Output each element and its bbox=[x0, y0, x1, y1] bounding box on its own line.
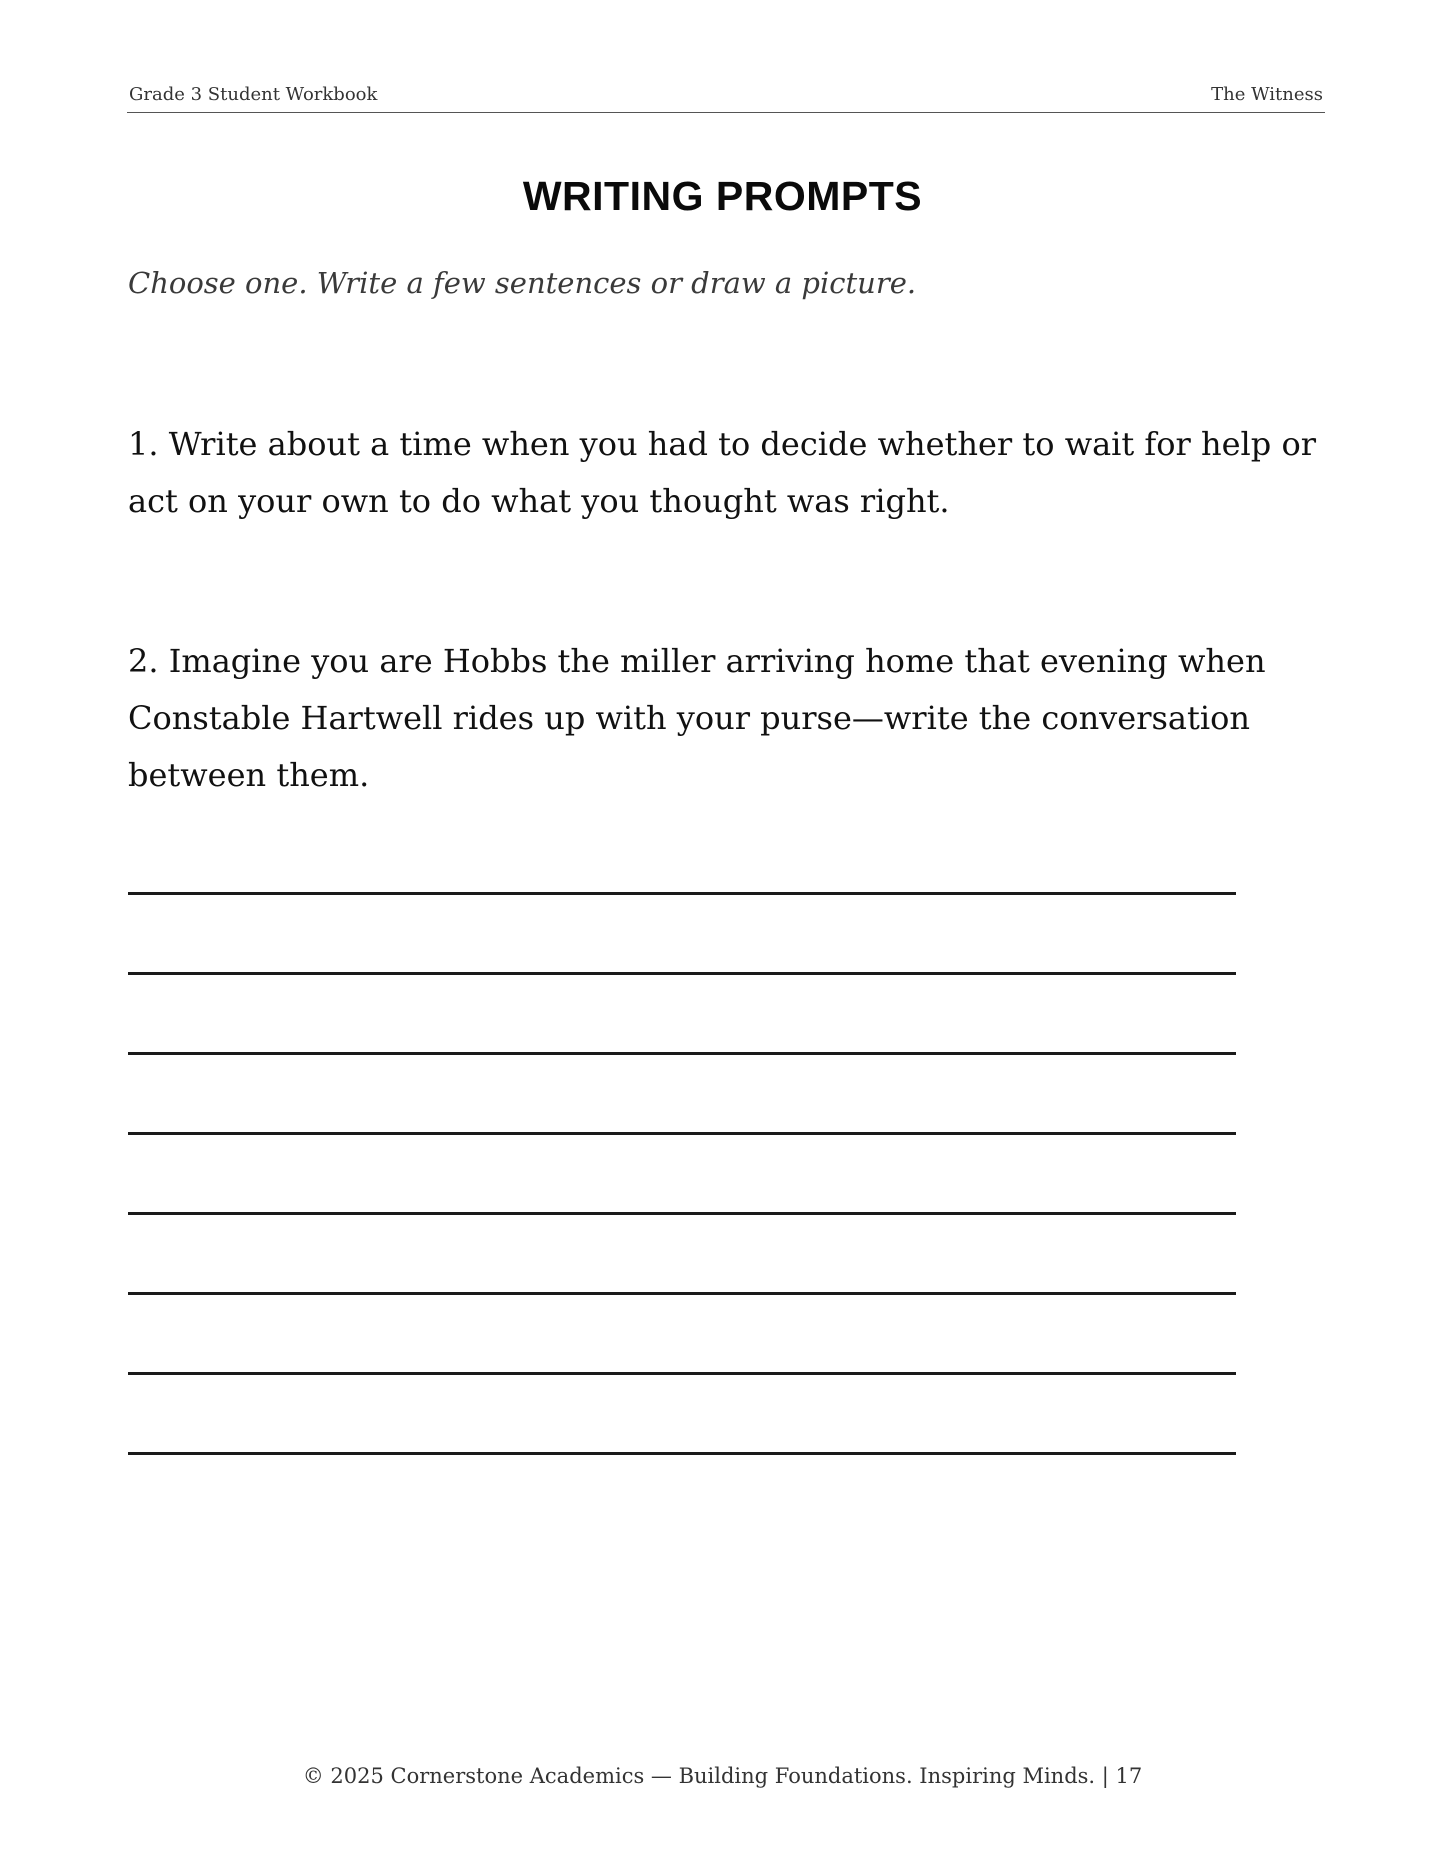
writing-prompt-1: 1. Write about a time when you had to decide whether to wait for help or act on your own to do what you thought was right. bbox=[128, 425, 1316, 520]
header-story-title: The Witness bbox=[1211, 84, 1323, 105]
writing-line[interactable] bbox=[128, 1212, 1236, 1215]
page-header bbox=[127, 84, 1325, 113]
writing-line[interactable] bbox=[128, 972, 1236, 975]
page-footer: © 2025 Cornerstone Academics — Building Foundations. Inspiring Minds. | 17 bbox=[302, 1764, 1143, 1788]
writing-line[interactable] bbox=[128, 892, 1236, 895]
page-title: WRITING PROMPTS bbox=[522, 173, 923, 219]
instructions-text: Choose one. Write a few sentences or draw a picture. bbox=[128, 266, 917, 300]
writing-line[interactable] bbox=[128, 1452, 1236, 1455]
writing-line[interactable] bbox=[128, 1052, 1236, 1055]
header-workbook-title: Grade 3 Student Workbook bbox=[129, 84, 378, 105]
writing-line[interactable] bbox=[128, 1372, 1236, 1375]
writing-prompt-2: 2. Imagine you are Hobbs the miller arriving home that evening when Constable Hartwell rides up with your purse—write the conversation between them. bbox=[128, 642, 1266, 794]
writing-line[interactable] bbox=[128, 1292, 1236, 1295]
writing-line[interactable] bbox=[128, 1132, 1236, 1135]
